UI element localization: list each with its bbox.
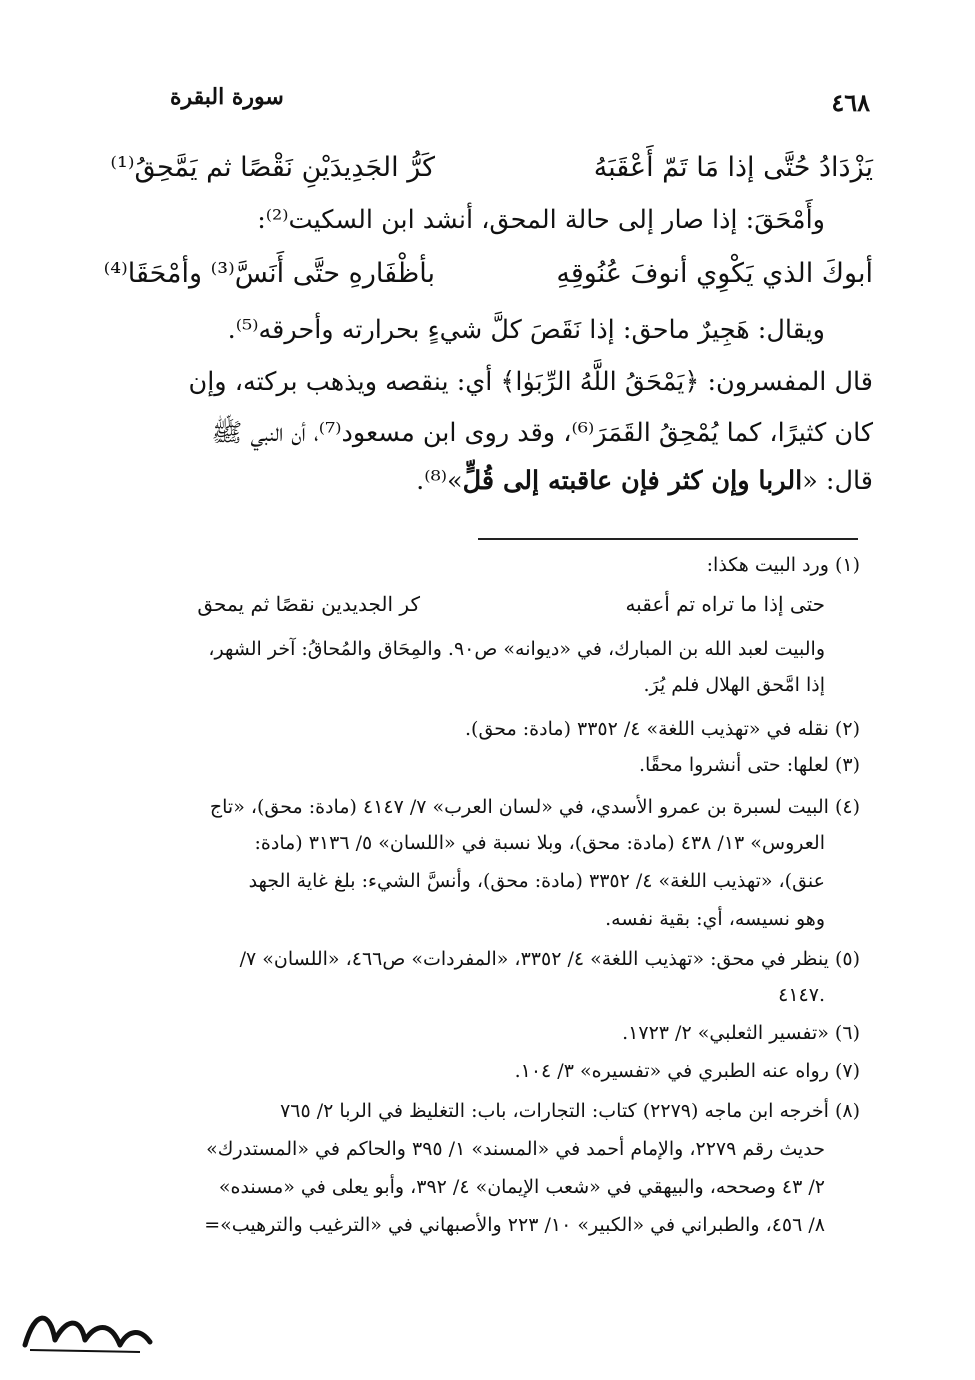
hadith-close: »⁽⁸⁾. [416,466,463,496]
footnote-1-text-line2: إذا امَّحق الهلال فلم يُرَ. [643,674,825,696]
footnote-2: (٢) نقله في «تهذيب اللغة» ٤/ ٣٣٥٢ (مادة: محق). [465,718,860,740]
footnote-4-line4: وهو نسيسه، أي: بقية نفسه. [605,908,825,930]
body-line-5: قال المفسرون: ﴿يَمْحَقُ اللَّهُ الرِّبَوٰا﴾ أي: ينقصه ويذهب بركته، وإن [188,367,873,397]
footnote-1-intro: (١) ورد البيت هكذا: [706,554,860,576]
page-number: ٤٦٨ [831,88,870,117]
footnote-8-line4: ٨/ ٤٥٦، والطبراني في «الكبير» ١٠/ ٢٢٣ والأصبهاني في «الترغيب والترهيب»= [204,1214,825,1236]
verse2-first-hemistich: أبوكَ الذي يَكْوِي أنوفَ عُنُوقِهِ [556,258,873,289]
footnote-4-line1: (٤) البيت لسبرة بن عمرو الأسدي، في «لسان العرب» ٧/ ٤١٤٧ (مادة: محق)، «تاج [209,796,860,818]
hadith-intro: قال: « [802,466,873,496]
body-line-7 [416,466,873,496]
body-line-4: ويقال: هَجِيرٌ ماحق: إذا نَقَصَ كلَّ شيءٍ بحرارته وأحرقه⁽⁵⁾. [227,315,825,345]
footnote-8-line2: حديث رقم ٢٢٧٩، والإمام أحمد في «المسند» ١/ ٣٩٥ والحاكم في «المستدرك» [206,1138,825,1160]
hadith-quote: الربا وإن كثر فإن عاقبته إلى قُلٍّ [462,466,803,496]
footnote-4-line2: العروس» ١٣/ ٤٣٨ (مادة: محق)، وبلا نسبة في «اللسان» ٥/ ٣١٣٦ (مادة: [254,832,825,854]
footnote-separator [478,538,858,540]
surah-title: سورة البقرة [170,84,284,110]
footnote-7: (٧) رواه عنه الطبري في «تفسيره» ٣/ ١٠٤. [514,1060,860,1082]
footnote-1-poem-first: حتى إذا ما تراه تم أعقبه [625,592,825,616]
footnote-1-poem-second: كر الجديدين نقصًا ثم يمحق [197,592,420,616]
footnote-5-line2: ٤١٤٧. [778,984,825,1006]
body-line-6: كان كثيرًا، كما يُمْحِقُ القَمَرَ⁽⁶⁾، وقد روى ابن مسعود⁽⁷⁾، أن النبي ﷺ [211,418,873,448]
footnote-5-line1: (٥) ينظر في محق: «تهذيب اللغة» ٤/ ٣٣٥٢، «المفردات» ص٤٦٦، «اللسان» ٧/ [239,948,860,970]
footnote-8-line1: (٨) أخرجه ابن ماجه (٢٢٧٩) كتاب: التجارات، باب: التغليظ في الربا ٢/ ٧٦٥ [280,1100,860,1122]
footnote-8-line3: ٢/ ٤٣ وصححه، والبيهقي في «شعب الإيمان» ٤/ ٣٩٢، وأبو يعلى في «مسنده» [218,1176,825,1198]
body-line-2: وأَمْحَقَ: إذا صار إلى حالة المحق، أنشد ابن السكيت⁽²⁾: [257,205,825,235]
footnote-3: (٣) لعلها: حتى أنشروا محقًا. [638,754,860,776]
footnote-1-text-line1: والبيت لعبد الله بن المبارك، في «ديوانه» ص٩٠. والمِحَاق والمُحاقُ: آخر الشهر، [208,638,825,660]
verse1-first-hemistich: يَزْدَادُ حُتَّى إذا مَا تَمّ أَعْقَبَهُ [593,152,873,183]
publisher-logo [10,1290,160,1370]
verse2-second-hemistich: بأظْفَارهِ حتَّى أَنَسَّ⁽³⁾ وأمْحَقَا⁽⁴⁾ [103,258,435,289]
footnote-6: (٦) «تفسير الثعلبي» ٢/ ١٧٢٣. [622,1022,860,1044]
verse1-second-hemistich: كَرُّ الجَدِيدَيْنِ نَقْصًا ثم يَمَّحِقُ⁽¹⁾ [110,152,435,183]
footnote-4-line3: عنق)، «تهذيب اللغة» ٤/ ٣٣٥٢ (مادة: محق)، وأنسَّ الشيء: بلغ غاية الجهد [248,870,825,892]
